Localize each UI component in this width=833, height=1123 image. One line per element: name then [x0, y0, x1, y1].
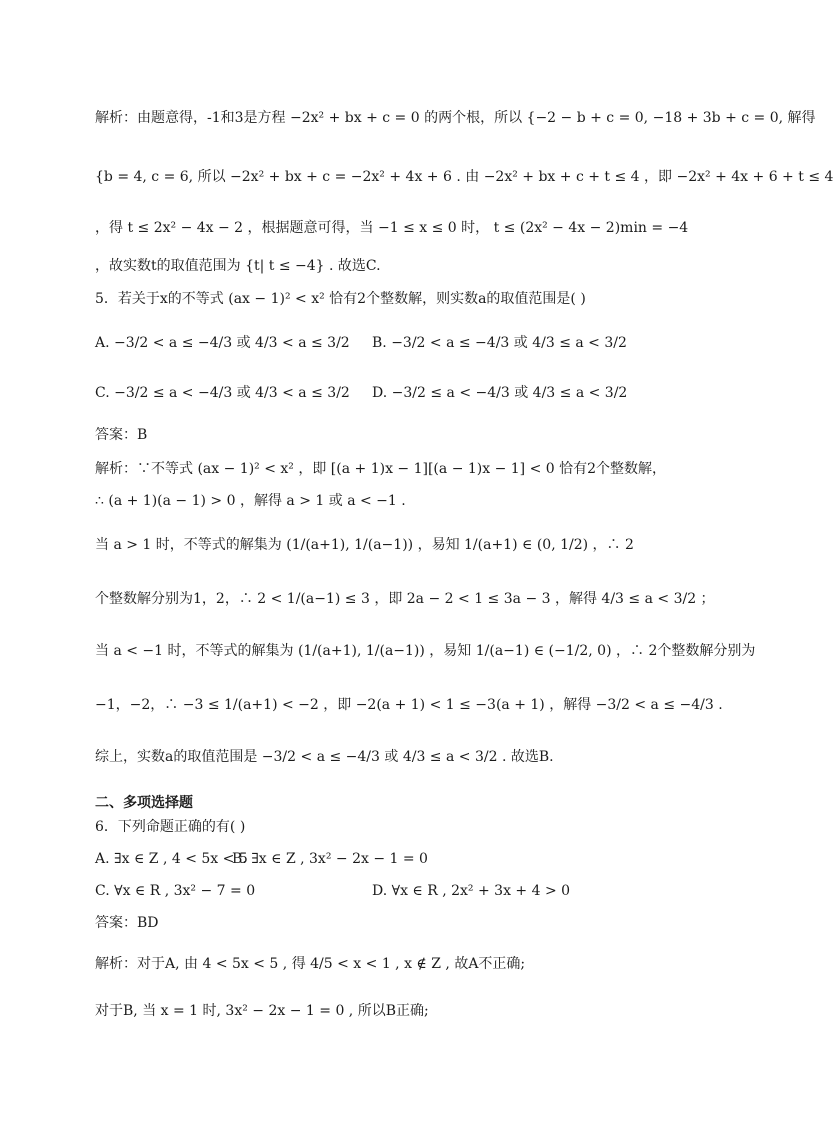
section-2-heading: 二、多项选择题	[95, 795, 193, 811]
q6-option-d: D. ∀x ∈ R , 2x² + 3x + 4 > 0	[372, 883, 571, 899]
q5-solution-line-3: 当 a > 1 时，不等式的解集为 (1/(a+1), 1/(a−1)) ，易知 1/(a+1) ∈ (0, 1/2) ，∴ 2	[95, 537, 634, 553]
q5-solution-line-5: 当 a < −1 时，不等式的解集为 (1/(a+1), 1/(a−1)) ，易知 1/(a−1) ∈ (−1/2, 0) ，∴ 2个整数解分别为	[95, 643, 756, 659]
q5-option-c: C. −3/2 ≤ a < −4/3 或 4/3 < a ≤ 3/2	[95, 385, 350, 401]
prev-solution-line-1: 解析：由题意得，-1和3是方程 −2x² + bx + c = 0 的两个根，所以 {−2 − b + c = 0, −18 + 3b + c = 0, 解得	[95, 110, 816, 126]
q5-option-a: A. −3/2 < a ≤ −4/3 或 4/3 < a ≤ 3/2	[95, 335, 350, 351]
prev-solution-line-4: ，故实数t的取值范围为 {t| t ≤ −4} . 故选C.	[95, 258, 381, 274]
q5-solution-line-1: 解析：∵不等式 (ax − 1)² < x² ，即 [(a + 1)x − 1][(a − 1)x − 1] < 0 恰有2个整数解，	[95, 461, 667, 477]
q6-answer: 答案：BD	[95, 915, 159, 931]
q5-answer: 答案：B	[95, 427, 148, 443]
q6-option-b: B. ∃x ∈ Z , 3x² − 2x − 1 = 0	[232, 851, 428, 867]
q6-solution-line-1: 解析：对于A, 由 4 < 5x < 5 , 得 4/5 < x < 1 , x ∉ Z , 故A不正确;	[95, 956, 526, 972]
q6-option-c: C. ∀x ∈ R , 3x² − 7 = 0	[95, 883, 256, 899]
q5-solution-line-7: 综上，实数a的取值范围是 −3/2 < a ≤ −4/3 或 4/3 ≤ a < 3/2 . 故选B.	[95, 749, 554, 765]
prev-solution-line-3: ，得 t ≤ 2x² − 4x − 2 ，根据题意可得，当 −1 ≤ x ≤ 0 时， t ≤ (2x² − 4x − 2)min = −4	[95, 220, 689, 236]
prev-solution-line-2: {b = 4, c = 6, 所以 −2x² + bx + c = −2x² + 4x + 6 . 由 −2x² + bx + c + t ≤ 4 ，即 −2x² + 4x + 6 + t ≤ 4	[95, 169, 833, 185]
q5-option-b: B. −3/2 < a ≤ −4/3 或 4/3 ≤ a < 3/2	[372, 335, 627, 351]
q5-stem: 5．若关于x的不等式 (ax − 1)² < x² 恰有2个整数解，则实数a的取值范围是( )	[95, 291, 586, 307]
q5-solution-line-4: 个整数解分别为1，2，∴ 2 < 1/(a−1) ≤ 3 ，即 2a − 2 < 1 ≤ 3a − 3 ，解得 4/3 ≤ a < 3/2 ；	[95, 591, 715, 607]
q5-option-d: D. −3/2 ≤ a < −4/3 或 4/3 ≤ a < 3/2	[372, 385, 628, 401]
q5-solution-line-6: −1，−2，∴ −3 ≤ 1/(a+1) < −2 ，即 −2(a + 1) < 1 ≤ −3(a + 1) ，解得 −3/2 < a ≤ −4/3 .	[95, 697, 723, 713]
q5-solution-line-2: ∴ (a + 1)(a − 1) > 0 ，解得 a > 1 或 a < −1 .	[95, 493, 406, 509]
q6-solution-line-2: 对于B, 当 x = 1 时, 3x² − 2x − 1 = 0 , 所以B正确;	[95, 1003, 429, 1019]
q6-option-a: A. ∃x ∈ Z , 4 < 5x < 5	[95, 851, 248, 867]
q6-stem: 6．下列命题正确的有( )	[95, 819, 246, 835]
